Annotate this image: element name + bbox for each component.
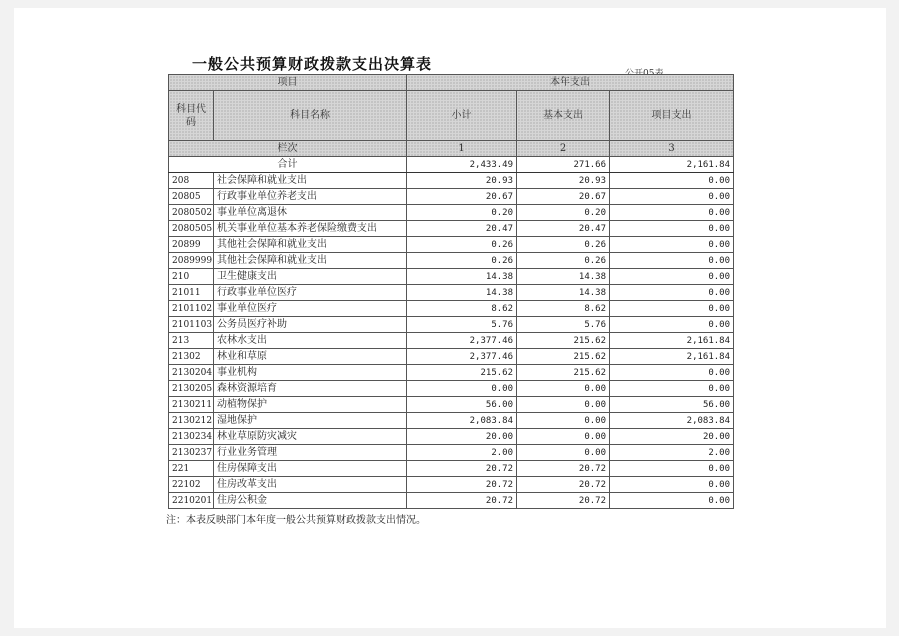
subject-code-cell: 2089999 (169, 253, 214, 269)
subtotal-cell: 215.62 (407, 365, 517, 381)
table-row (169, 221, 734, 237)
basic-expenditure-cell: 14.38 (517, 285, 610, 301)
header-col-3: 3 (610, 141, 734, 157)
subject-code-cell: 213 (169, 333, 214, 349)
project-expenditure-cell: 2,161.84 (610, 333, 734, 349)
project-expenditure-cell: 0.00 (610, 317, 734, 333)
subject-code-cell: 22102 (169, 477, 214, 493)
total-project: 2,161.84 (610, 157, 734, 173)
subtotal-cell: 20.72 (407, 477, 517, 493)
basic-expenditure-cell: 20.72 (517, 477, 610, 493)
table-row (169, 413, 734, 429)
header-subject-name: 科目名称 (214, 91, 407, 141)
basic-expenditure-cell: 215.62 (517, 349, 610, 365)
basic-expenditure-cell: 20.47 (517, 221, 610, 237)
header-column-no-label: 栏次 (169, 141, 407, 157)
basic-expenditure-cell: 215.62 (517, 333, 610, 349)
subtotal-cell: 14.38 (407, 269, 517, 285)
table-row (169, 349, 734, 365)
basic-expenditure-cell: 0.00 (517, 397, 610, 413)
subject-name-cell: 行政事业单位养老支出 (214, 189, 407, 205)
project-expenditure-cell: 0.00 (610, 221, 734, 237)
subtotal-cell: 0.26 (407, 237, 517, 253)
subtotal-cell: 56.00 (407, 397, 517, 413)
table-row (169, 285, 734, 301)
subject-code-cell: 210 (169, 269, 214, 285)
header-project: 项目 (169, 75, 407, 91)
subject-name-cell: 动植物保护 (214, 397, 407, 413)
basic-expenditure-cell: 0.20 (517, 205, 610, 221)
header-col-1: 1 (407, 141, 517, 157)
subject-code-cell: 2130204 (169, 365, 214, 381)
table-row (169, 189, 734, 205)
table-row (169, 477, 734, 493)
table-row (169, 269, 734, 285)
subtotal-cell: 0.26 (407, 253, 517, 269)
table-row (169, 253, 734, 269)
subject-name-cell: 住房保障支出 (214, 461, 407, 477)
subject-code-cell: 2130205 (169, 381, 214, 397)
subtotal-cell: 2.00 (407, 445, 517, 461)
subject-code-cell: 2101102 (169, 301, 214, 317)
project-expenditure-cell: 0.00 (610, 477, 734, 493)
table-row (169, 173, 734, 189)
subject-name-cell: 其他社会保障和就业支出 (214, 237, 407, 253)
basic-expenditure-cell: 0.00 (517, 445, 610, 461)
header-col-2: 2 (517, 141, 610, 157)
project-expenditure-cell: 2.00 (610, 445, 734, 461)
header-basic-expenditure: 基本支出 (517, 91, 610, 141)
subtotal-cell: 20.67 (407, 189, 517, 205)
basic-expenditure-cell: 0.26 (517, 253, 610, 269)
basic-expenditure-cell: 14.38 (517, 269, 610, 285)
subject-code-cell: 2130237 (169, 445, 214, 461)
subtotal-cell: 2,377.46 (407, 349, 517, 365)
project-expenditure-cell: 0.00 (610, 493, 734, 509)
table-row (169, 493, 734, 509)
subtotal-cell: 2,377.46 (407, 333, 517, 349)
subject-name-cell: 事业机构 (214, 365, 407, 381)
basic-expenditure-cell: 20.67 (517, 189, 610, 205)
subject-code-cell: 2210201 (169, 493, 214, 509)
subtotal-cell: 20.72 (407, 493, 517, 509)
subject-name-cell: 林业草原防灾减灾 (214, 429, 407, 445)
subject-name-cell: 事业单位离退休 (214, 205, 407, 221)
subtotal-cell: 0.00 (407, 381, 517, 397)
subject-code-cell: 2130234 (169, 429, 214, 445)
project-expenditure-cell: 0.00 (610, 205, 734, 221)
basic-expenditure-cell: 0.00 (517, 413, 610, 429)
subject-name-cell: 住房公积金 (214, 493, 407, 509)
total-row (169, 157, 734, 173)
subject-name-cell: 住房改革支出 (214, 477, 407, 493)
subtotal-cell: 20.72 (407, 461, 517, 477)
subject-name-cell: 湿地保护 (214, 413, 407, 429)
table-row (169, 237, 734, 253)
table-row (169, 461, 734, 477)
project-expenditure-cell: 0.00 (610, 237, 734, 253)
project-expenditure-cell: 56.00 (610, 397, 734, 413)
table-row (169, 317, 734, 333)
subtotal-cell: 5.76 (407, 317, 517, 333)
basic-expenditure-cell: 20.72 (517, 493, 610, 509)
basic-expenditure-cell: 0.00 (517, 429, 610, 445)
subject-code-cell: 21302 (169, 349, 214, 365)
subtotal-cell: 8.62 (407, 301, 517, 317)
table-row (169, 429, 734, 445)
header-subtotal: 小计 (407, 91, 517, 141)
table-row (169, 301, 734, 317)
basic-expenditure-cell: 20.72 (517, 461, 610, 477)
footnote: 注：本表反映部门本年度一般公共预算财政拨款支出情况。 (166, 515, 426, 526)
project-expenditure-cell: 2,161.84 (610, 349, 734, 365)
basic-expenditure-cell: 215.62 (517, 365, 610, 381)
subject-code-cell: 2130212 (169, 413, 214, 429)
project-expenditure-cell: 0.00 (610, 253, 734, 269)
subject-name-cell: 卫生健康支出 (214, 269, 407, 285)
subtotal-cell: 2,083.84 (407, 413, 517, 429)
project-expenditure-cell: 0.00 (610, 173, 734, 189)
subject-name-cell: 机关事业单位基本养老保险缴费支出 (214, 221, 407, 237)
subtotal-cell: 0.20 (407, 205, 517, 221)
subject-code-cell: 21011 (169, 285, 214, 301)
total-label: 合计 (169, 157, 407, 173)
subject-name-cell: 森林资源培育 (214, 381, 407, 397)
project-expenditure-cell: 0.00 (610, 381, 734, 397)
subject-code-cell: 20805 (169, 189, 214, 205)
subject-code-cell: 208 (169, 173, 214, 189)
subject-code-cell: 221 (169, 461, 214, 477)
subtotal-cell: 14.38 (407, 285, 517, 301)
total-basic: 271.66 (517, 157, 610, 173)
subject-code-cell: 2101103 (169, 317, 214, 333)
subject-name-cell: 行业业务管理 (214, 445, 407, 461)
total-subtotal: 2,433.49 (407, 157, 517, 173)
subtotal-cell: 20.47 (407, 221, 517, 237)
project-expenditure-cell: 0.00 (610, 461, 734, 477)
expenditure-table (168, 74, 734, 509)
subject-name-cell: 农林水支出 (214, 333, 407, 349)
table-row (169, 397, 734, 413)
table-row (169, 381, 734, 397)
table-row (169, 333, 734, 349)
subject-name-cell: 事业单位医疗 (214, 301, 407, 317)
subtotal-cell: 20.93 (407, 173, 517, 189)
header-subject-code: 科目代码 (169, 91, 214, 141)
basic-expenditure-cell: 0.26 (517, 237, 610, 253)
basic-expenditure-cell: 0.00 (517, 381, 610, 397)
project-expenditure-cell: 0.00 (610, 269, 734, 285)
subject-code-cell: 2130211 (169, 397, 214, 413)
project-expenditure-cell: 0.00 (610, 301, 734, 317)
subject-name-cell: 林业和草原 (214, 349, 407, 365)
table-title: 一般公共预算财政拨款支出决算表 (192, 55, 433, 73)
subject-code-cell: 20899 (169, 237, 214, 253)
header-project-expenditure: 项目支出 (610, 91, 734, 141)
project-expenditure-cell: 20.00 (610, 429, 734, 445)
header-current-year: 本年支出 (407, 75, 734, 91)
project-expenditure-cell: 0.00 (610, 365, 734, 381)
subject-code-cell: 2080502 (169, 205, 214, 221)
project-expenditure-cell: 0.00 (610, 285, 734, 301)
subject-name-cell: 社会保障和就业支出 (214, 173, 407, 189)
subject-name-cell: 其他社会保障和就业支出 (214, 253, 407, 269)
subject-name-cell: 公务员医疗补助 (214, 317, 407, 333)
project-expenditure-cell: 0.00 (610, 189, 734, 205)
project-expenditure-cell: 2,083.84 (610, 413, 734, 429)
subtotal-cell: 20.00 (407, 429, 517, 445)
table-row (169, 205, 734, 221)
basic-expenditure-cell: 8.62 (517, 301, 610, 317)
basic-expenditure-cell: 20.93 (517, 173, 610, 189)
subject-name-cell: 行政事业单位医疗 (214, 285, 407, 301)
basic-expenditure-cell: 5.76 (517, 317, 610, 333)
table-row (169, 365, 734, 381)
subject-code-cell: 2080505 (169, 221, 214, 237)
table-row (169, 445, 734, 461)
